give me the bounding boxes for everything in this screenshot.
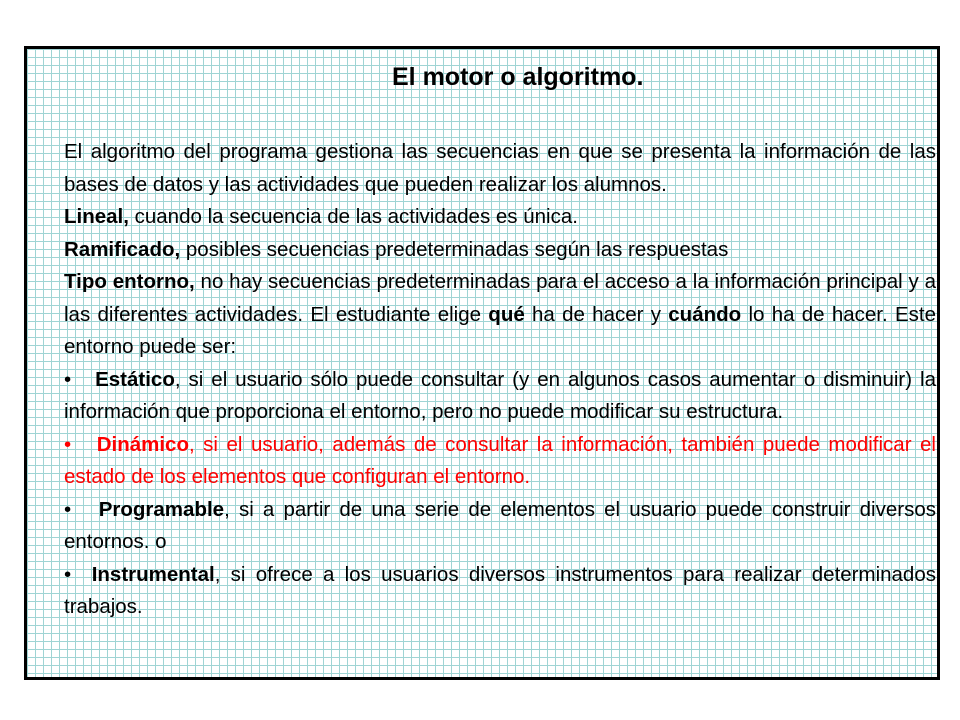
bullet-marker: • [64, 367, 72, 391]
bullet-term-instrumental: Instrumental [91, 562, 215, 586]
ramificado-paragraph [64, 234, 936, 267]
tipo-entorno-text-1: no hay secuencias predeterminadas para el acceso a la información principal y a las diferentes actividades. El estudiante elige [64, 270, 936, 326]
bullet-text-programable: , si a partir de una serie de elementos el usuario puede construir diversos entornos. o [64, 497, 936, 553]
bullet-term-programable: Programable [98, 497, 225, 521]
tipo-entorno-text-2: ha de hacer y [524, 302, 669, 326]
ramificado-text: posibles secuencias predeterminadas según las respuestas [180, 237, 729, 261]
lineal-text: cuando la secuencia de las actividades es única. [128, 205, 578, 228]
bullet-text-dinamico: , si el usuario, además de consultar la información, también puede modificar el estado de los elementos que configuran el entorno. [64, 432, 936, 488]
slide-body [64, 136, 936, 624]
tipo-entorno-paragraph [64, 266, 936, 364]
bullet-programable [64, 494, 936, 559]
intro-paragraph: El algoritmo del programa gestiona las secuencias en que se presenta la información de las bases de datos y las actividades que pueden realizar los alumnos. [64, 140, 936, 196]
cuando-emphasis: cuándo [668, 302, 742, 326]
lineal-term: Lineal, [64, 205, 129, 228]
bullet-marker: • [64, 497, 72, 521]
bullet-estatico [64, 364, 936, 429]
ramificado-term: Ramificado, [64, 237, 181, 261]
bullet-text-instrumental: , si ofrece a los usuarios diversos instrumentos para realizar determinados trabajos. [64, 562, 936, 618]
bullet-marker: • [64, 562, 72, 586]
bullet-text-estatico: , si el usuario sólo puede consultar (y en algunos casos aumentar o disminuir) la información que proporciona el entorno, pero no puede modificar su estructura. [64, 367, 936, 423]
que-emphasis: qué [488, 302, 525, 326]
bullet-instrumental [64, 559, 936, 624]
bullet-dinamico [64, 429, 936, 494]
slide-title: El motor o algoritmo. [392, 63, 644, 91]
bullet-term-estatico: Estático [95, 367, 175, 391]
tipo-entorno-text-3: lo ha de hacer. Este entorno puede ser: [64, 302, 936, 358]
bullet-marker: • [64, 432, 72, 456]
bullet-term-dinamico: Dinámico [96, 432, 189, 456]
lineal-paragraph [64, 201, 936, 234]
tipo-entorno-term: Tipo entorno, [64, 270, 195, 293]
